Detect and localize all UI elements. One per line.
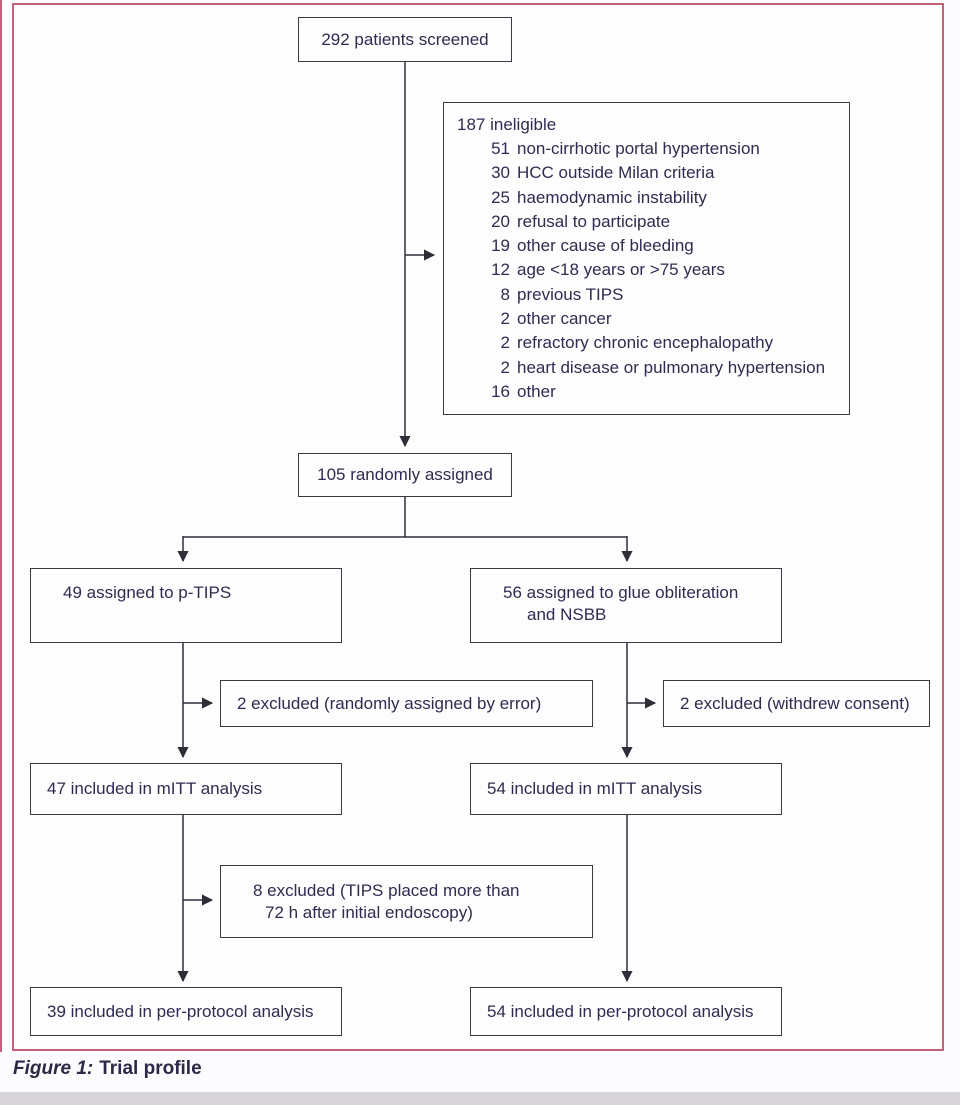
assigned-glue-nsbb-label: 56 assigned to glue obliteration and NSBB xyxy=(503,583,739,624)
ineligible-reason: 19 other cause of bleeding xyxy=(491,236,694,256)
randomly-assigned-label: 105 randomly assigned xyxy=(317,465,493,484)
ineligible-reason: 20 refusal to participate xyxy=(491,211,671,231)
box-assigned-glue-nsbb xyxy=(470,568,782,643)
ineligible-reason: 2 heart disease or pulmonary hypertension xyxy=(500,357,826,377)
ineligible-reason: 12 age <18 years or >75 years xyxy=(491,260,725,280)
box-left-mitt xyxy=(30,763,342,815)
box-excluded-random-error xyxy=(220,680,593,727)
box-excluded-tips-delay xyxy=(220,865,593,938)
ineligible-reason: 8 previous TIPS xyxy=(500,284,624,304)
excluded-withdrew-consent-label: 2 excluded (withdrew consent) xyxy=(680,693,910,713)
left-per-protocol-label: 39 included in per-protocol analysis xyxy=(47,1001,314,1021)
figure-caption-title: Trial profile xyxy=(99,1058,202,1079)
ineligible-reason: 51 non-cirrhotic portal hypertension xyxy=(491,139,760,158)
box-right-mitt xyxy=(470,763,782,815)
ineligible-reason: 25 haemodynamic instability xyxy=(491,187,707,207)
assigned-ptips-label: 49 assigned to p-TIPS xyxy=(63,583,232,602)
box-left-per-protocol xyxy=(30,987,342,1036)
figure-caption-number: Figure 1: xyxy=(13,1058,94,1079)
ineligible-reason: 16 other xyxy=(491,381,556,401)
box-randomly-assigned xyxy=(298,453,512,497)
ineligible-reason: 30 HCC outside Milan criteria xyxy=(491,163,715,183)
box-patients-screened xyxy=(298,17,512,62)
box-ineligible xyxy=(443,102,850,415)
box-right-per-protocol xyxy=(470,987,782,1036)
excluded-random-error-label: 2 excluded (randomly assigned by error) xyxy=(237,693,542,713)
box-assigned-ptips xyxy=(30,568,342,643)
ineligible-title: 187 ineligible xyxy=(457,115,557,134)
left-mitt-label: 47 included in mITT analysis xyxy=(47,779,263,798)
right-per-protocol-label: 54 included in per-protocol analysis xyxy=(487,1001,754,1021)
right-mitt-label: 54 included in mITT analysis xyxy=(487,779,703,798)
ineligible-reason: 2 other cancer xyxy=(500,309,612,329)
patients-screened-label: 292 patients screened xyxy=(321,29,489,49)
ineligible-reason: 2 refractory chronic encephalopathy xyxy=(500,333,774,353)
box-excluded-withdrew-consent xyxy=(663,680,930,727)
excluded-tips-delay-label: 8 excluded (TIPS placed more than 72 h after initial endoscopy) xyxy=(253,880,520,922)
